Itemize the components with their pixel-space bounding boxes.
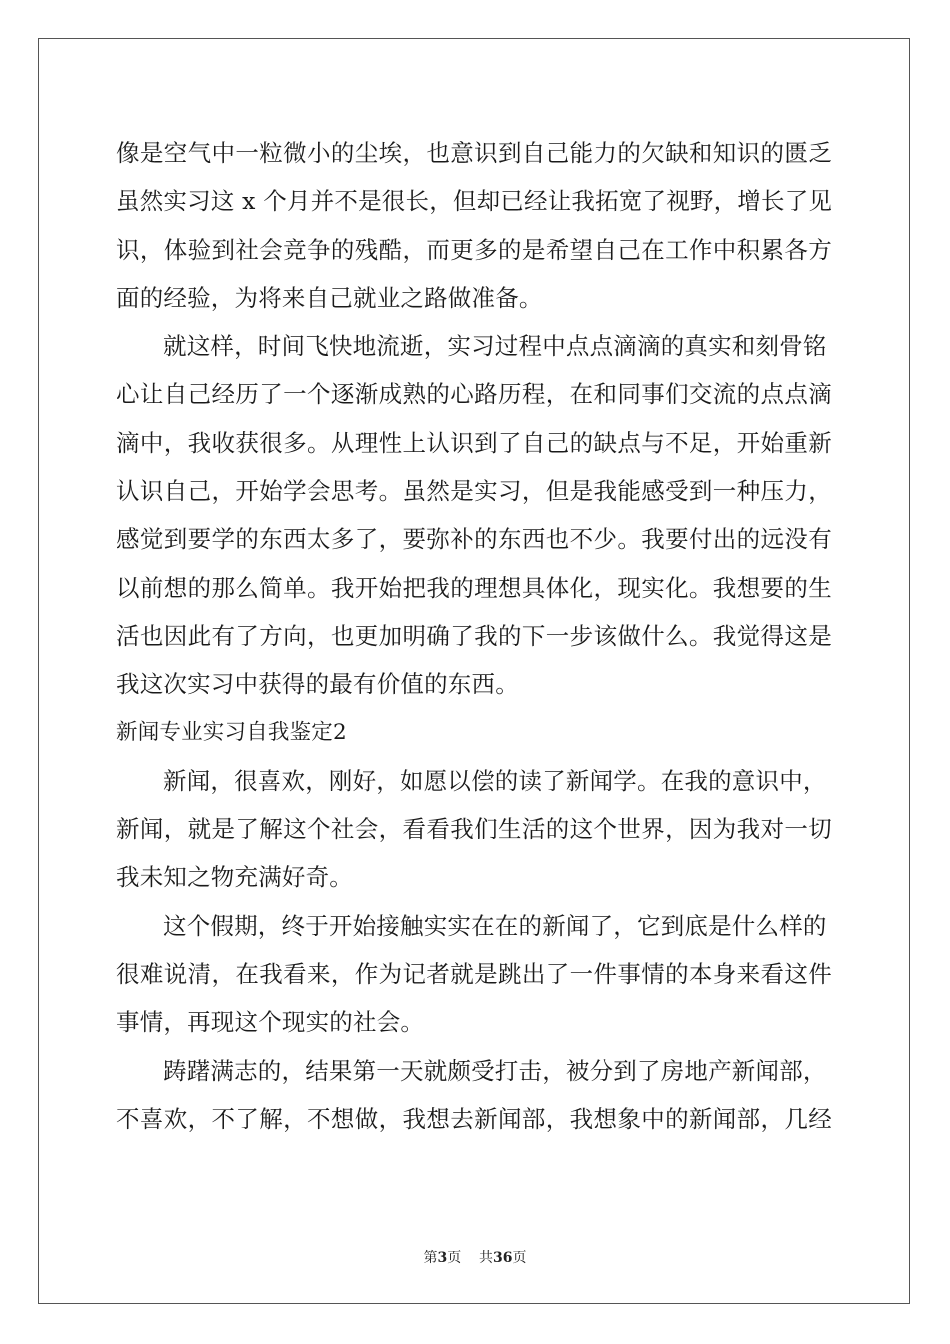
- text-line: 像是空气中一粒微小的尘埃，也意识到自己能力的欠缺和知识的匮乏: [116, 139, 832, 167]
- text-line: 不喜欢，不了解，不想做，我想去新闻部，我想象中的新闻部，几经: [116, 1104, 832, 1133]
- document-body: [116, 129, 832, 1143]
- text-line: 我这次实习中获得的最有价值的东西。: [116, 670, 519, 699]
- text-line: 就这样，时间飞快地流逝，实习过程中点点滴滴的真实和刻骨铭: [163, 332, 827, 361]
- text-line: 虽然实习这 x 个月并不是很长，但却已经让我拓宽了视野，增长了见: [116, 187, 832, 216]
- text-line: 面的经验，为将来自己就业之路做准备。: [116, 283, 543, 312]
- page-number-suffix: 页: [447, 1250, 462, 1266]
- text-line: 新闻，很喜欢，刚好，如愿以偿的读了新闻学。在我的意识中，: [163, 766, 827, 795]
- total-pages-suffix: 页: [512, 1250, 527, 1266]
- total-pages-number: 36: [493, 1250, 513, 1266]
- text-line: 很难说清，在我看来，作为记者就是跳出了一件事情的本身来看这件: [116, 960, 832, 989]
- text-line: 我未知之物充满好奇。: [116, 863, 353, 892]
- page-footer: [0, 1247, 950, 1267]
- text-line: 心让自己经历了一个逐渐成熟的心路历程，在和同事们交流的点点滴: [116, 380, 832, 409]
- section-heading: 新闻专业实习自我鉴定2: [116, 719, 347, 745]
- text-line: 滴中，我收获很多。从理性上认识到了自己的缺点与不足，开始重新: [116, 428, 832, 457]
- text-line: 认识自己，开始学会思考。虽然是实习，但是我能感受到一种压力，: [116, 477, 832, 506]
- text-line: 感觉到要学的东西太多了，要弥补的东西也不少。我要付出的远没有: [116, 525, 832, 554]
- text-line: 踌躇满志的，结果第一天就颇受打击，被分到了房地产新闻部，: [163, 1056, 827, 1085]
- text-line: 这个假期，终于开始接触实实在在的新闻了，它到底是什么样的: [163, 911, 827, 940]
- text-line: 活也因此有了方向，也更加明确了我的下一步该做什么。我觉得这是: [116, 621, 832, 650]
- text-line: 识，体验到社会竞争的残酷，而更多的是希望自己在工作中积累各方: [116, 235, 832, 264]
- page-number-prefix: 第: [423, 1250, 438, 1266]
- current-page-number: 3: [437, 1250, 448, 1266]
- text-line: 事情，再现这个现实的社会。: [116, 1008, 425, 1037]
- total-pages-prefix: 共: [479, 1250, 494, 1266]
- text-line: 以前想的那么简单。我开始把我的理想具体化，现实化。我想要的生: [116, 573, 832, 602]
- text-line: 新闻，就是了解这个社会，看看我们生活的这个世界，因为我对一切: [116, 815, 832, 844]
